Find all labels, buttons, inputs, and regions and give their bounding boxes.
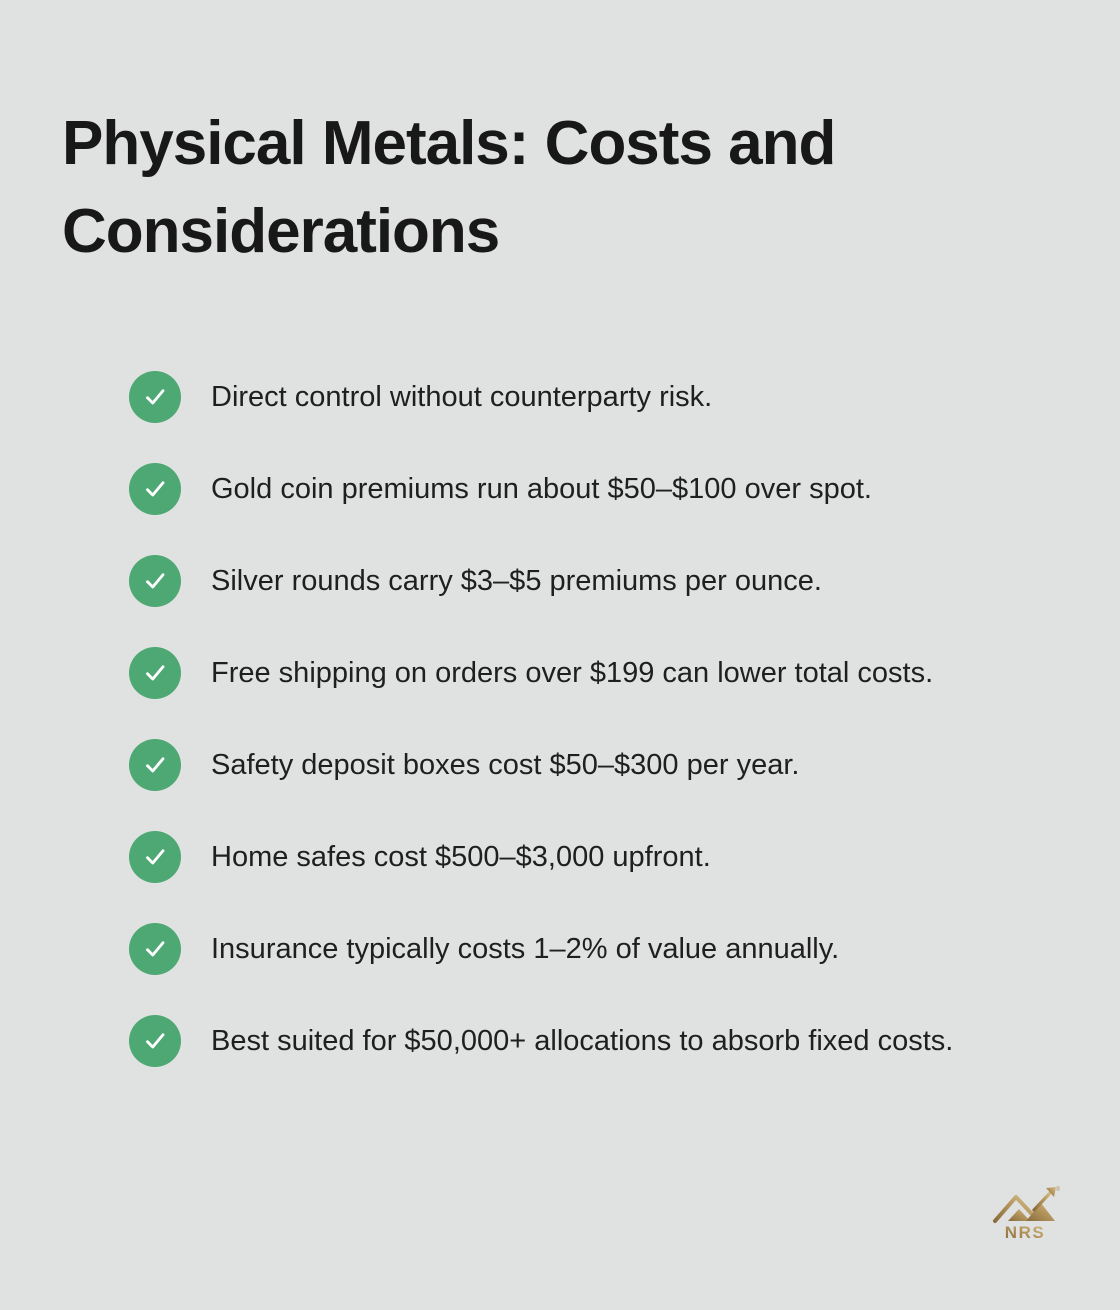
checkmark-icon [129, 647, 181, 699]
list-item-text: Silver rounds carry $3–$5 premiums per ounce. [211, 564, 822, 597]
list-item [129, 923, 1059, 975]
list-item [129, 555, 1059, 607]
list-item [129, 831, 1059, 883]
list-item [129, 739, 1059, 791]
list-item-text: Safety deposit boxes cost $50–$300 per year. [211, 748, 800, 781]
list-item-text: Free shipping on orders over $199 can lower total costs. [211, 656, 934, 689]
logo-wordmark: NRS [1004, 1223, 1046, 1240]
list-item-text: Best suited for $50,000+ allocations to absorb fixed costs. [211, 1024, 954, 1057]
checkmark-icon [129, 1015, 181, 1067]
checkmark-icon [129, 371, 181, 423]
checkmark-icon [129, 463, 181, 515]
list-item-text: Insurance typically costs 1–2% of value annually. [211, 932, 840, 965]
list-item [129, 463, 1059, 515]
checklist [129, 371, 1059, 1067]
page-title: Physical Metals: Costs and Considerations [62, 109, 836, 266]
nrs-logo [988, 1184, 1064, 1240]
list-item [129, 647, 1059, 699]
checkmark-icon [129, 831, 181, 883]
mountain-arrow-icon [990, 1184, 1062, 1240]
list-item [129, 1015, 1059, 1067]
registered-mark: ® [1055, 1187, 1061, 1193]
list-item-text: Gold coin premiums run about $50–$100 over spot. [211, 472, 872, 505]
list-item [129, 371, 1059, 423]
list-item-text: Direct control without counterparty risk. [211, 380, 713, 413]
checkmark-icon [129, 555, 181, 607]
checkmark-icon [129, 739, 181, 791]
checkmark-icon [129, 923, 181, 975]
list-item-text: Home safes cost $500–$3,000 upfront. [211, 840, 711, 873]
